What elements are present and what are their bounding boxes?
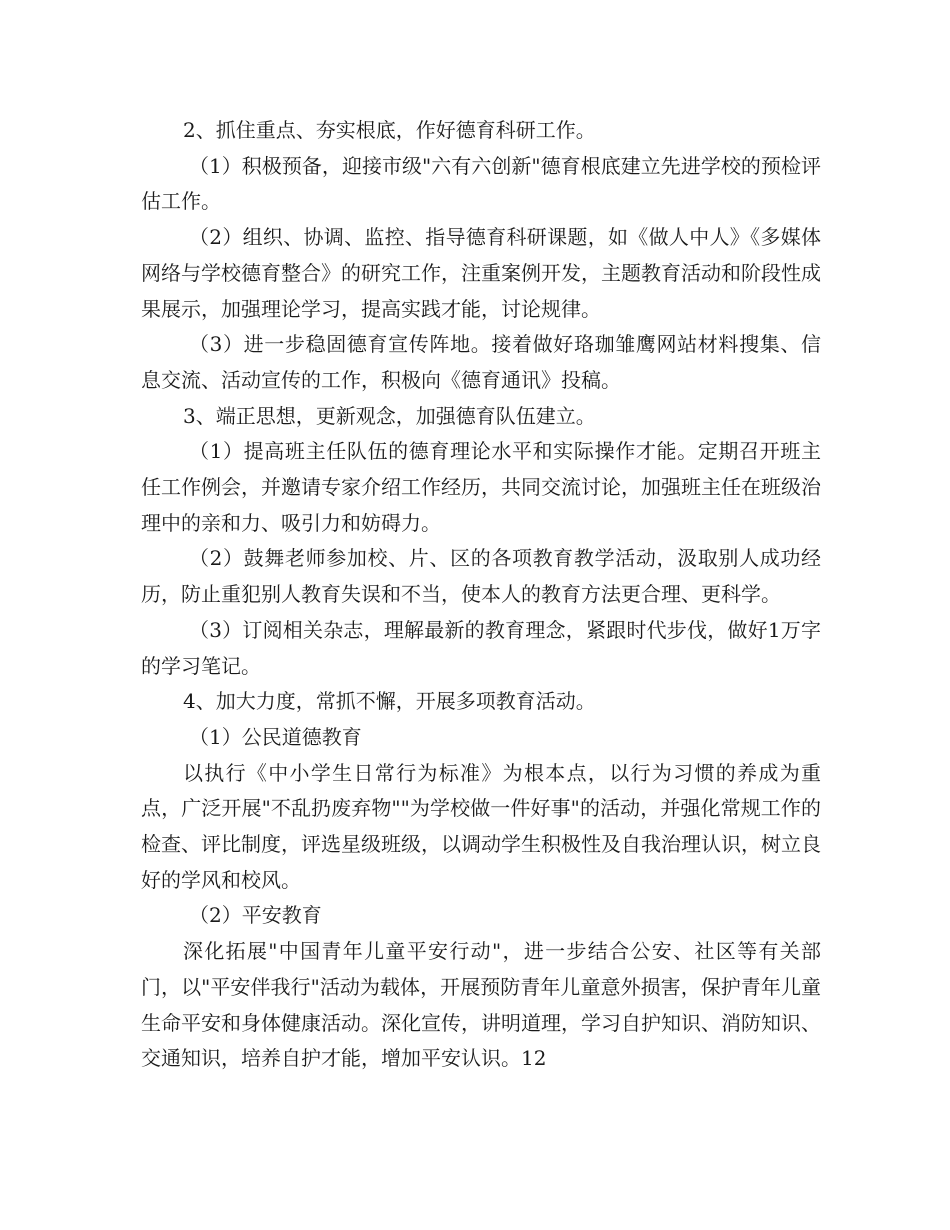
heading-3: 3、端正思想，更新观念，加强德育队伍建立。 (183, 403, 596, 428)
document-body (141, 113, 821, 1077)
item-3-3: （3）订阅相关杂志，理解最新的教育理念，紧跟时代步伐，做好1万字的学习笔记。 (141, 617, 821, 678)
item-3-1: （1）提高班主任队伍的德育理论水平和实际操作才能。定期召开班主任工作例会，并邀请专家介绍工作经历，共同交流讨论，加强班主任在班级治理中的亲和力、吸引力和妨碍力。 (141, 439, 821, 535)
item-4-2-title: （2）平安教育 (189, 903, 322, 928)
item-3-2: （2）鼓舞老师参加校、片、区的各项教育教学活动，汲取别人成功经历，防止重犯别人教育失误和不当，使本人的教育方法更合理、更科学。 (141, 546, 821, 607)
item-4-2-body: 深化拓展"中国青年儿童平安行动"，进一步结合公安、社区等有关部门，以"平安伴我行"活动为载体，开展预防青年儿童意外损害，保护青年儿童生命平安和身体健康活动。深化宣传，讲明道理，学习自护知识、消防知识、交通知识，培养自护才能，增加平安认识。12 (141, 939, 821, 1071)
item-2-3: （3）进一步稳固德育宣传阵地。接着做好珞珈雏鹰网站材料搜集、信息交流、活动宣传的工作，积极向《德育通讯》投稿。 (141, 332, 821, 392)
item-4-1-title: （1）公民道德教育 (189, 724, 362, 749)
item-2-1: （1）积极预备，迎接市级"六有六创新"德育根底建立先进学校的预检评估工作。 (141, 153, 821, 214)
item-4-1-body: 以执行《中小学生日常行为标准》为根本点，以行为习惯的养成为重点，广泛开展"不乱扔废弃物""为学校做一件好事"的活动，并强化常规工作的检查、评比制度，评选星级班级，以调动学生积极性及自我治理认识，树立良好的学风和校风。 (141, 760, 821, 892)
heading-4: 4、加大力度，常抓不懈，开展多项教育活动。 (183, 689, 596, 714)
item-2-2: （2）组织、协调、监控、指导德育科研课题，如《做人中人》《多媒体网络与学校德育整合》的研究工作，注重案例开发，主题教育活动和阶段性成果展示，加强理论学习，提高实践才能，讨论规律。 (141, 225, 821, 321)
heading-2: 2、抓住重点、夯实根底，作好德育科研工作。 (183, 118, 596, 142)
